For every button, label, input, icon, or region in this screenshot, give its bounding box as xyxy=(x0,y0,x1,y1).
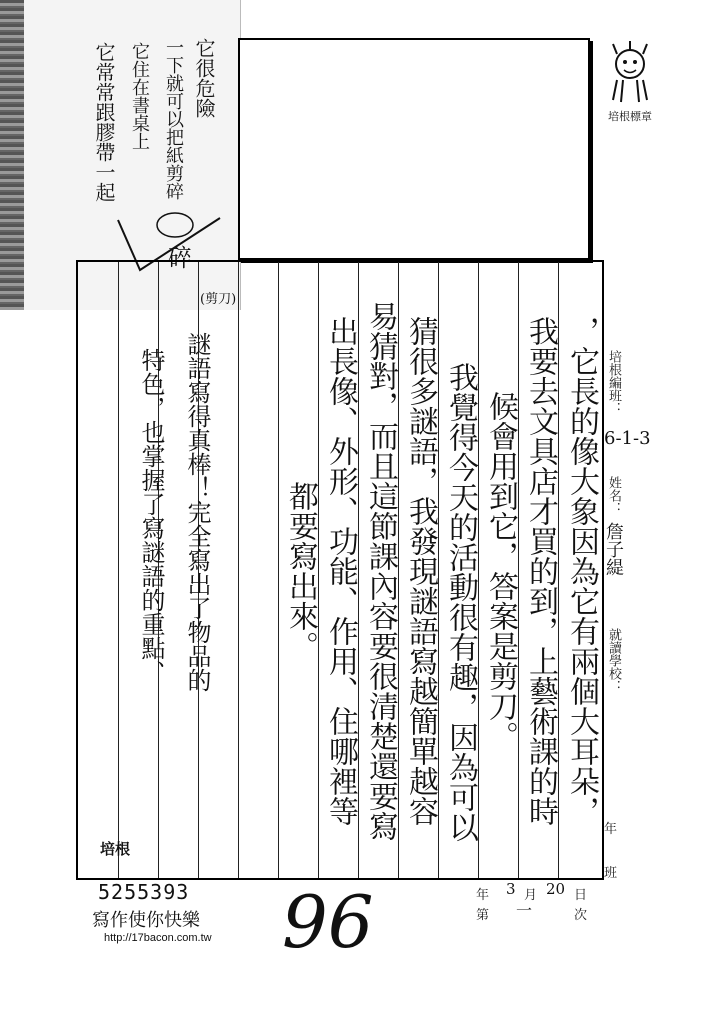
essay-column: ，它長的像大象因為它有兩個大耳朵， xyxy=(564,316,599,826)
essay-column: 猜很多謎語，我發現謎語寫越簡單越容 xyxy=(403,316,438,826)
essay-column: 易猜對，而且這節課內容要很清楚還要寫 xyxy=(363,301,398,841)
essay-column: 候會用到它，答案是剪刀。 xyxy=(483,391,518,751)
essay-column: 我要去文具店才買的到，上藝術課的時 xyxy=(523,316,558,826)
note-correction: 碎 xyxy=(168,244,192,272)
stamp-small: 培根 xyxy=(100,840,131,858)
round-suffix: 次 xyxy=(574,908,588,923)
essay-column: 都要寫出來。 xyxy=(283,481,318,661)
essay-column: 我覺得今天的活動很有趣，因為可以 xyxy=(443,362,478,842)
school-field: 就讀學校： xyxy=(606,628,621,693)
scan-edge xyxy=(0,0,24,310)
slogan: 寫作使你快樂 xyxy=(92,910,200,931)
grade-label: 年 xyxy=(604,822,618,837)
round-prefix: 第 xyxy=(476,908,490,923)
class-label: 培根編班： xyxy=(606,350,621,415)
note-correction-2: (剪刀) xyxy=(200,292,237,307)
class-field: 班 xyxy=(604,866,618,881)
score: 96 xyxy=(282,880,374,964)
note-col-2: 一下就可以把紙剪碎 xyxy=(163,38,184,200)
date-day: 20 xyxy=(546,880,566,898)
class-value: 6-1-3 xyxy=(604,428,651,449)
date-month-label: 月 xyxy=(524,888,538,903)
name-value: 詹子緹 xyxy=(603,522,624,576)
note-col-3: 它住在書桌上 xyxy=(129,42,150,150)
date-month: 3 xyxy=(506,880,516,898)
date-year: 年 xyxy=(476,888,490,903)
comment-box xyxy=(238,38,590,260)
name-label: 姓名： xyxy=(606,476,621,515)
stamp xyxy=(600,40,660,124)
round-value: 一 xyxy=(516,901,533,920)
note-col-1: 它很危險 xyxy=(192,38,216,118)
website-url: http://17bacon.com.tw xyxy=(104,932,212,944)
stamp-label: 培根標章 xyxy=(608,110,652,123)
writing-grid xyxy=(76,260,604,880)
teacher-comment-col-2: 特色，也掌握了寫謎語的重點、 xyxy=(137,348,165,684)
phone-number: 5255393 xyxy=(98,880,190,904)
teacher-comment-col-1: 謎語寫得真棒！完全寫出了物品的 xyxy=(183,332,211,692)
date-day-label: 日 xyxy=(574,888,588,903)
note-col-4: 它常常跟膠帶一起 xyxy=(92,42,116,202)
mascot-icon xyxy=(605,40,655,104)
essay-column: 出長像、外形、功能、作用、住哪裡等 xyxy=(323,316,358,826)
